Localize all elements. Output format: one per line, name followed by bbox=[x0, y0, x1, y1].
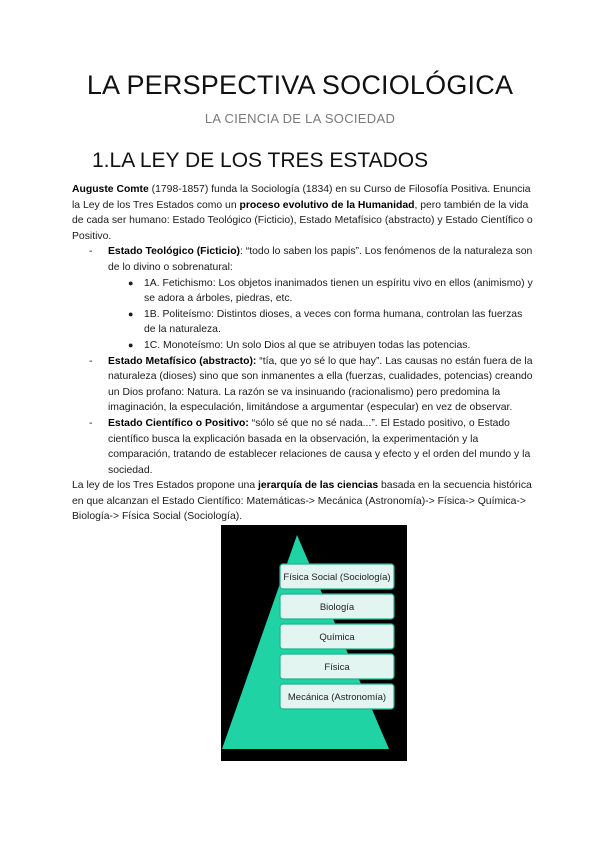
pyramid-level-label: Mecánica (Astronomía) bbox=[287, 692, 387, 703]
dash-marker: - bbox=[89, 246, 93, 258]
bullet-icon: ● bbox=[128, 339, 134, 350]
pyramid-levels bbox=[280, 564, 394, 709]
state-text: : “todo lo saben los papis”. Los fenómenos de la naturaleza son de lo divino o sobrenatural: bbox=[108, 246, 533, 273]
bullet-icon: ● bbox=[128, 308, 134, 319]
pyramid-graphic bbox=[221, 525, 407, 761]
pyramid-level-label: Física bbox=[324, 662, 350, 673]
state-title: Estado Científico o Positivo: bbox=[108, 417, 249, 429]
state-item-cientifico bbox=[72, 416, 534, 478]
closing-bold-1: jerarquía de las ciencias bbox=[258, 480, 379, 492]
author-name: Auguste Comte bbox=[72, 184, 149, 195]
page-subtitle: LA CIENCIA DE LA SOCIEDAD bbox=[204, 111, 396, 126]
bullet-text: 1C. Monoteísmo: Un solo Dios al que se atribuyen todas las potencias. bbox=[144, 339, 471, 351]
bullet-text: 1B. Politeísmo: Distintos dioses, a veces con forma humana, controlan las fuerzas de la naturaleza. bbox=[144, 308, 523, 336]
dash-marker: - bbox=[89, 355, 93, 367]
science-hierarchy-pyramid bbox=[221, 525, 407, 761]
bullet-item bbox=[108, 338, 534, 354]
body-text bbox=[72, 182, 534, 525]
state-text: “tía, que yo sé lo que hay”. Las causas no están fuera de la naturaleza (dioses) sino que son inmanentes a ella (fuerzas, cualidades, potencias) creando un Dios profano: Natura. La razón se va insinuando (racionalismo) pero predomina la imaginación, la especulación, limitándose a argumentar (especular) en vez de observar. bbox=[108, 355, 533, 414]
pyramid-level-label: Biología bbox=[319, 602, 355, 613]
closing-paragraph bbox=[72, 478, 534, 525]
state-title: Estado Metafísico (abstracto): bbox=[108, 355, 257, 367]
pyramid-level-label: Física Social (Sociología) bbox=[283, 572, 391, 583]
section-heading: 1.LA LEY DE LOS TRES ESTADOS bbox=[92, 149, 429, 172]
bullet-icon: ● bbox=[128, 277, 134, 288]
state-item-teologico bbox=[72, 244, 534, 353]
state-title: Estado Teológico (Ficticio) bbox=[108, 246, 241, 258]
intro-paragraph bbox=[72, 182, 534, 244]
intro-text-2: , pero también de la vida de cada ser humano: Estado Teológico (Ficticio), Estado Metafísico (abstracto) y Estado Científico o Positivo. bbox=[72, 199, 533, 242]
states-list bbox=[72, 244, 534, 478]
bullet-item bbox=[108, 307, 534, 338]
intro-bold-1: proceso evolutivo de la Humanidad bbox=[239, 199, 415, 211]
closing-text-1: La ley de los Tres Estados propone una bbox=[72, 480, 258, 492]
state-item-metafisico bbox=[72, 354, 534, 416]
bullet-text: 1A. Fetichismo: Los objetos inanimados tienen un espíritu vivo en ellos (animismo) y se adora a árboles, piedras, etc. bbox=[144, 277, 533, 305]
dash-marker: - bbox=[89, 417, 93, 429]
state-text: “sólo sé que no sé nada...”. El Estado positivo, o Estado científico busca la explicación basada en la observación, la experimentación y la comparación, tratando de establecer relaciones de causa y efecto y el orden del mundo y la sociedad. bbox=[108, 417, 531, 476]
bullet-item bbox=[108, 276, 534, 307]
closing-text-2: basada en la secuencia histórica en que alcanzan el Estado Científico: Matemáticas-> Mecánica (Astronomía)-> Física-> Química-> Biología-> Física Social (Sociología). bbox=[72, 480, 532, 523]
bullet-list bbox=[108, 276, 534, 354]
pyramid-level-label: Química bbox=[319, 632, 355, 643]
page-title: LA PERSPECTIVA SOCIOLÓGICA bbox=[86, 70, 514, 100]
intro-text-1: (1798-1857) funda la Sociología (1834) en su Curso de Filosofía Positiva. Enuncia la Ley de los Tres Estados como un bbox=[72, 184, 531, 211]
